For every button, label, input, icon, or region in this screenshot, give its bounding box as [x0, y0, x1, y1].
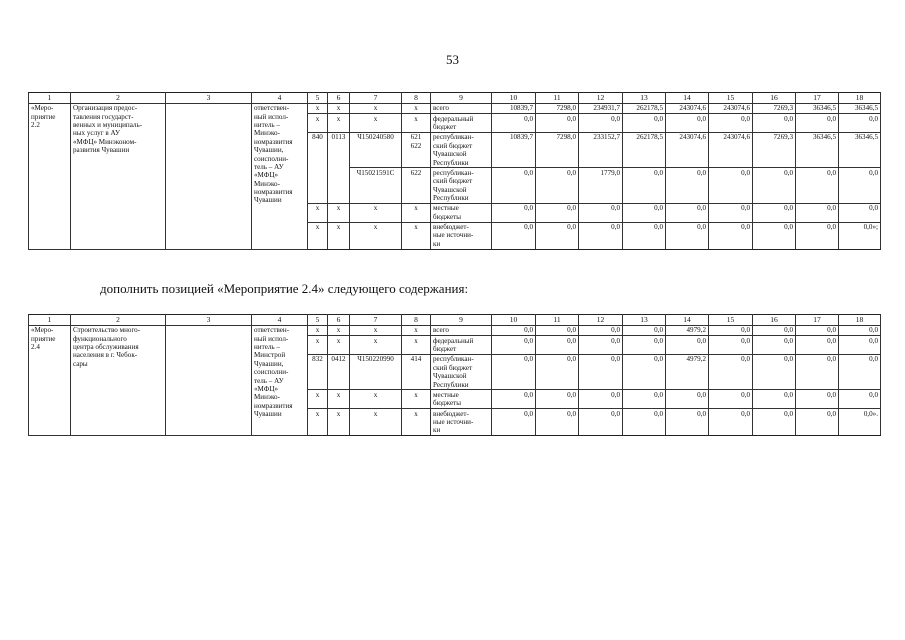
value-col-11: 0,0: [536, 168, 579, 203]
code-c7: Ч15021591С: [350, 168, 402, 203]
value-col-17: 0,0: [796, 409, 839, 436]
header-cell-3: 3: [166, 93, 252, 104]
measure-description: Строительство много- функционального центра обслуживания населения в г. Чебок- сары: [71, 325, 166, 435]
value-col-16: 0,0: [753, 336, 796, 355]
header-cell-6: 6: [328, 93, 350, 104]
header-cell-12: 12: [579, 315, 623, 326]
value-col-10: 0,0: [492, 114, 536, 133]
funding-source: внебюджет- ные источни- ки: [431, 409, 492, 436]
col3-empty: [166, 103, 252, 249]
measure-number: «Меро- приятие 2.2: [29, 103, 71, 249]
value-col-10: 0,0: [492, 222, 536, 249]
value-col-18: 0,0: [839, 325, 881, 335]
value-col-12: 1779,0: [579, 168, 623, 203]
responsible-executor: ответствен- ный испол- нитель – Минстрой Чувашии, соисполни- тель – АУ «МФЦ» Минэко- номразвития Чувашии: [252, 325, 308, 435]
value-col-12: 233152,7: [579, 132, 623, 167]
value-col-11: 0,0: [536, 114, 579, 133]
funding-source: республикан- ский бюджет Чувашской Республики: [431, 168, 492, 203]
value-col-14: 4979,2: [666, 354, 709, 389]
value-col-17: 0,0: [796, 336, 839, 355]
value-col-13: 0,0: [623, 390, 666, 409]
value-col-11: 0,0: [536, 354, 579, 389]
code-c8: x: [402, 409, 431, 436]
header-cell-15: 15: [709, 315, 753, 326]
value-col-18: 0,0»;: [839, 222, 881, 249]
value-col-13: 262178,5: [623, 132, 666, 167]
value-col-13: 0,0: [623, 325, 666, 335]
value-col-15: 0,0: [709, 354, 753, 389]
value-col-13: 0,0: [623, 168, 666, 203]
value-col-16: 0,0: [753, 168, 796, 203]
funding-source: федеральный бюджет: [431, 336, 492, 355]
value-col-15: 0,0: [709, 336, 753, 355]
header-cell-15: 15: [709, 93, 753, 104]
header-cell-3: 3: [166, 315, 252, 326]
value-col-12: 0,0: [579, 203, 623, 222]
code-c7: x: [350, 203, 402, 222]
header-cell-18: 18: [839, 93, 881, 104]
header-cell-5: 5: [308, 93, 328, 104]
value-col-18: 0,0: [839, 336, 881, 355]
value-col-16: 0,0: [753, 354, 796, 389]
code-c5: x: [308, 390, 328, 409]
value-col-15: 0,0: [709, 325, 753, 335]
value-col-10: 0,0: [492, 354, 536, 389]
value-col-16: 0,0: [753, 203, 796, 222]
code-c8: x: [402, 203, 431, 222]
value-col-14: 4979,2: [666, 325, 709, 335]
funding-source: местные бюджеты: [431, 390, 492, 409]
value-col-15: 0,0: [709, 203, 753, 222]
value-col-14: 0,0: [666, 168, 709, 203]
header-cell-14: 14: [666, 315, 709, 326]
value-col-13: 0,0: [623, 409, 666, 436]
value-col-14: 243074,6: [666, 132, 709, 167]
code-c8: 621 622: [402, 132, 431, 167]
value-col-10: 10839,7: [492, 103, 536, 113]
header-cell-7: 7: [350, 315, 402, 326]
code-c5: x: [308, 114, 328, 133]
header-cell-18: 18: [839, 315, 881, 326]
value-col-17: 0,0: [796, 114, 839, 133]
code-c6: x: [328, 222, 350, 249]
value-col-15: 0,0: [709, 168, 753, 203]
funding-source: внебюджет- ные источни- ки: [431, 222, 492, 249]
value-col-11: 0,0: [536, 390, 579, 409]
code-c5: x: [308, 409, 328, 436]
value-col-11: 0,0: [536, 409, 579, 436]
header-cell-11: 11: [536, 93, 579, 104]
header-cell-8: 8: [402, 93, 431, 104]
value-col-12: 0,0: [579, 336, 623, 355]
code-c5: x: [308, 103, 328, 113]
value-col-13: 262178,5: [623, 103, 666, 113]
value-col-11: 0,0: [536, 325, 579, 335]
header-row: [29, 93, 881, 104]
code-c7: x: [350, 103, 402, 113]
value-col-14: 0,0: [666, 114, 709, 133]
value-col-15: 0,0: [709, 222, 753, 249]
value-col-16: 0,0: [753, 409, 796, 436]
code-c8: 622: [402, 168, 431, 203]
code-c7: x: [350, 409, 402, 436]
table-row: [29, 103, 881, 113]
code-c8: 414: [402, 354, 431, 389]
code-c7: x: [350, 222, 402, 249]
value-col-12: 0,0: [579, 409, 623, 436]
code-c5: 832: [308, 354, 328, 389]
code-c7: Ч150240580: [350, 132, 402, 167]
value-col-18: 0,0: [839, 354, 881, 389]
code-c6: 0113: [328, 132, 350, 203]
funding-source: местные бюджеты: [431, 203, 492, 222]
code-c6: x: [328, 336, 350, 355]
value-col-14: 243074,6: [666, 103, 709, 113]
value-col-16: 0,0: [753, 325, 796, 335]
code-c6: x: [328, 325, 350, 335]
code-c7: x: [350, 114, 402, 133]
code-c8: x: [402, 325, 431, 335]
value-col-10: 0,0: [492, 168, 536, 203]
value-col-13: 0,0: [623, 354, 666, 389]
header-cell-17: 17: [796, 93, 839, 104]
value-col-18: 0,0».: [839, 409, 881, 436]
value-col-17: 0,0: [796, 203, 839, 222]
value-col-12: 234931,7: [579, 103, 623, 113]
code-c8: x: [402, 222, 431, 249]
header-cell-16: 16: [753, 93, 796, 104]
header-cell-4: 4: [252, 93, 308, 104]
measure-number: «Меро- приятие 2.4: [29, 325, 71, 435]
code-c5: x: [308, 336, 328, 355]
code-c6: 0412: [328, 354, 350, 389]
value-col-13: 0,0: [623, 114, 666, 133]
measure-description: Организация предос- тавления государст- венных и муниципаль- ных услуг в АУ «МФЦ» Минэконом- развития Чувашии: [71, 103, 166, 249]
value-col-10: 0,0: [492, 325, 536, 335]
value-col-16: 0,0: [753, 114, 796, 133]
header-cell-7: 7: [350, 93, 402, 104]
value-col-18: 0,0: [839, 390, 881, 409]
value-col-12: 0,0: [579, 390, 623, 409]
code-c5: 840: [308, 132, 328, 203]
value-col-15: 0,0: [709, 390, 753, 409]
value-col-12: 0,0: [579, 114, 623, 133]
table-measure-2-2: [28, 92, 881, 250]
value-col-13: 0,0: [623, 336, 666, 355]
funding-source: республикан- ский бюджет Чувашской Республики: [431, 354, 492, 389]
header-cell-11: 11: [536, 315, 579, 326]
value-col-11: 0,0: [536, 222, 579, 249]
table-measure-2-4: [28, 314, 881, 436]
code-c7: Ч150220990: [350, 354, 402, 389]
code-c5: x: [308, 222, 328, 249]
value-col-12: 0,0: [579, 325, 623, 335]
code-c8: x: [402, 114, 431, 133]
header-cell-13: 13: [623, 315, 666, 326]
code-c6: x: [328, 203, 350, 222]
value-col-10: 10839,7: [492, 132, 536, 167]
value-col-10: 0,0: [492, 336, 536, 355]
value-col-11: 0,0: [536, 203, 579, 222]
value-col-17: 36346,5: [796, 132, 839, 167]
code-c7: x: [350, 325, 402, 335]
page-number: 53: [446, 52, 459, 67]
header-cell-10: 10: [492, 93, 536, 104]
code-c6: x: [328, 390, 350, 409]
value-col-17: 0,0: [796, 168, 839, 203]
value-col-15: 243074,6: [709, 103, 753, 113]
header-cell-13: 13: [623, 93, 666, 104]
header-cell-1: 1: [29, 93, 71, 104]
value-col-11: 7298,0: [536, 132, 579, 167]
code-c7: x: [350, 390, 402, 409]
value-col-15: 243074,6: [709, 132, 753, 167]
header-row: [29, 315, 881, 326]
value-col-17: 36346,5: [796, 103, 839, 113]
value-col-14: 0,0: [666, 336, 709, 355]
header-cell-9: 9: [431, 93, 492, 104]
value-col-16: 7269,3: [753, 103, 796, 113]
code-c5: x: [308, 325, 328, 335]
value-col-17: 0,0: [796, 222, 839, 249]
value-col-14: 0,0: [666, 222, 709, 249]
value-col-15: 0,0: [709, 409, 753, 436]
header-cell-17: 17: [796, 315, 839, 326]
funding-source: всего: [431, 103, 492, 113]
header-cell-2: 2: [71, 93, 166, 104]
value-col-17: 0,0: [796, 390, 839, 409]
value-col-18: 36346,5: [839, 132, 881, 167]
value-col-17: 0,0: [796, 325, 839, 335]
value-col-13: 0,0: [623, 222, 666, 249]
code-c8: x: [402, 390, 431, 409]
funding-source: всего: [431, 325, 492, 335]
value-col-15: 0,0: [709, 114, 753, 133]
code-c6: x: [328, 114, 350, 133]
value-col-13: 0,0: [623, 203, 666, 222]
header-cell-8: 8: [402, 315, 431, 326]
code-c6: x: [328, 409, 350, 436]
value-col-12: 0,0: [579, 354, 623, 389]
header-cell-6: 6: [328, 315, 350, 326]
responsible-executor: ответствен- ный испол- нитель – Минэко- номразвития Чувашии, соисполни- тель – АУ «МФЦ» Минэко- номразвития Чувашии: [252, 103, 308, 249]
funding-source: федеральный бюджет: [431, 114, 492, 133]
value-col-14: 0,0: [666, 390, 709, 409]
code-c5: x: [308, 203, 328, 222]
value-col-18: 0,0: [839, 114, 881, 133]
value-col-10: 0,0: [492, 203, 536, 222]
value-col-18: 0,0: [839, 168, 881, 203]
col3-empty: [166, 325, 252, 435]
value-col-14: 0,0: [666, 203, 709, 222]
value-col-16: 0,0: [753, 222, 796, 249]
value-col-16: 7269,3: [753, 132, 796, 167]
value-col-11: 0,0: [536, 336, 579, 355]
header-cell-9: 9: [431, 315, 492, 326]
funding-source: республикан- ский бюджет Чувашской Республики: [431, 132, 492, 167]
code-c7: x: [350, 336, 402, 355]
header-cell-2: 2: [71, 315, 166, 326]
value-col-17: 0,0: [796, 354, 839, 389]
header-cell-14: 14: [666, 93, 709, 104]
header-cell-4: 4: [252, 315, 308, 326]
header-cell-5: 5: [308, 315, 328, 326]
code-c8: x: [402, 103, 431, 113]
value-col-14: 0,0: [666, 409, 709, 436]
value-col-10: 0,0: [492, 409, 536, 436]
value-col-16: 0,0: [753, 390, 796, 409]
value-col-10: 0,0: [492, 390, 536, 409]
header-cell-16: 16: [753, 315, 796, 326]
header-cell-10: 10: [492, 315, 536, 326]
table-row: [29, 325, 881, 335]
header-cell-12: 12: [579, 93, 623, 104]
amendment-instruction: дополнить позицией «Мероприятие 2.4» следующего содержания:: [100, 281, 469, 296]
value-col-12: 0,0: [579, 222, 623, 249]
code-c6: x: [328, 103, 350, 113]
value-col-18: 36346,5: [839, 103, 881, 113]
code-c8: x: [402, 336, 431, 355]
value-col-18: 0,0: [839, 203, 881, 222]
header-cell-1: 1: [29, 315, 71, 326]
value-col-11: 7298,0: [536, 103, 579, 113]
